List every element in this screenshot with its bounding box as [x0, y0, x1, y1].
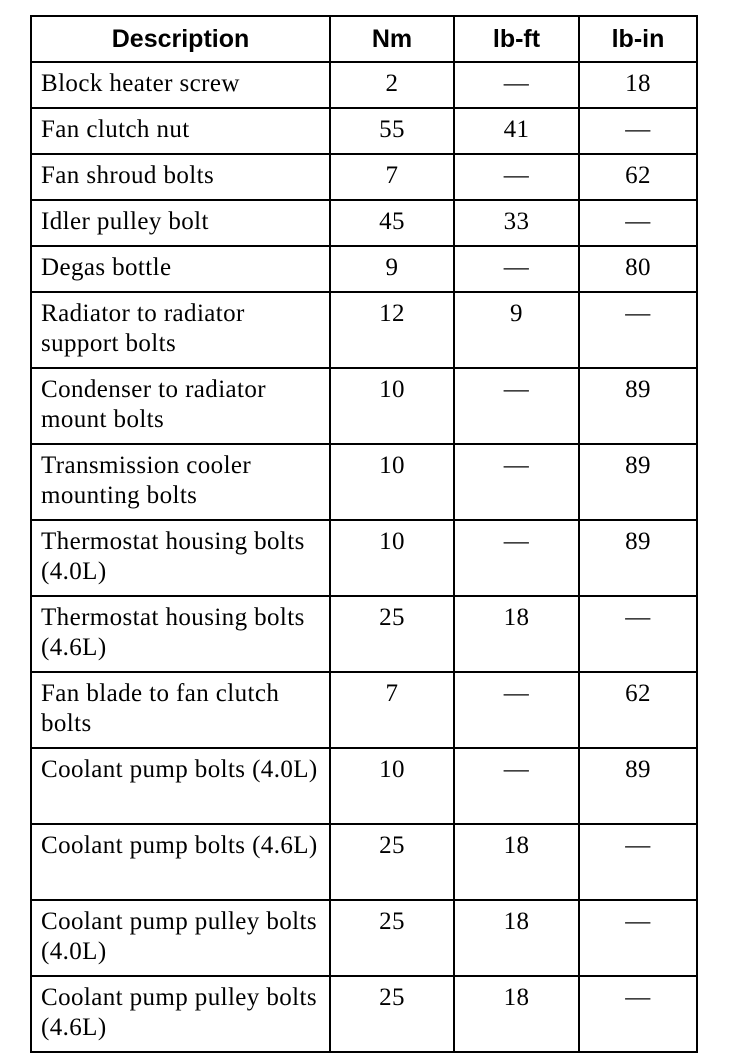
cell-lb-in: —	[579, 200, 697, 246]
cell-nm: 7	[330, 154, 454, 200]
table-row	[31, 154, 697, 200]
cell-nm: 10	[330, 748, 454, 824]
cell-nm: 7	[330, 672, 454, 748]
cell-nm: 25	[330, 976, 454, 1052]
torque-spec-table	[30, 15, 698, 1053]
cell-lb-in: 89	[579, 444, 697, 520]
cell-nm: 10	[330, 368, 454, 444]
cell-lb-in: 80	[579, 246, 697, 292]
cell-lb-ft: 41	[454, 108, 579, 154]
cell-description: Fan shroud bolts	[31, 154, 330, 200]
table-row	[31, 108, 697, 154]
cell-nm: 10	[330, 520, 454, 596]
cell-lb-in: 89	[579, 520, 697, 596]
table-row	[31, 824, 697, 900]
cell-lb-in: —	[579, 976, 697, 1052]
header-lb-in: lb-in	[579, 16, 697, 62]
cell-description: Coolant pump bolts (4.0L)	[31, 748, 330, 824]
table-row	[31, 62, 697, 108]
cell-lb-ft: —	[454, 62, 579, 108]
cell-lb-ft: —	[454, 368, 579, 444]
table-row	[31, 900, 697, 976]
table-row	[31, 748, 697, 824]
cell-description: Coolant pump pulley bolts (4.0L)	[31, 900, 330, 976]
cell-lb-in: 62	[579, 154, 697, 200]
cell-lb-ft: —	[454, 444, 579, 520]
cell-lb-in: 62	[579, 672, 697, 748]
cell-description: Thermostat housing bolts (4.6L)	[31, 596, 330, 672]
table-row	[31, 246, 697, 292]
cell-lb-ft: 33	[454, 200, 579, 246]
cell-lb-in: 89	[579, 748, 697, 824]
cell-nm: 25	[330, 900, 454, 976]
cell-lb-ft: 18	[454, 976, 579, 1052]
cell-description: Idler pulley bolt	[31, 200, 330, 246]
cell-lb-ft: —	[454, 748, 579, 824]
table-row	[31, 596, 697, 672]
cell-lb-in: —	[579, 292, 697, 368]
cell-lb-ft: 18	[454, 824, 579, 900]
cell-description: Degas bottle	[31, 246, 330, 292]
cell-lb-in: —	[579, 824, 697, 900]
header-nm: Nm	[330, 16, 454, 62]
cell-lb-in: —	[579, 596, 697, 672]
table-row	[31, 672, 697, 748]
cell-description: Thermostat housing bolts (4.0L)	[31, 520, 330, 596]
cell-lb-ft: —	[454, 154, 579, 200]
cell-lb-in: —	[579, 108, 697, 154]
cell-nm: 9	[330, 246, 454, 292]
cell-nm: 25	[330, 596, 454, 672]
cell-nm: 55	[330, 108, 454, 154]
cell-lb-in: 89	[579, 368, 697, 444]
header-description: Description	[31, 16, 330, 62]
cell-lb-ft: —	[454, 246, 579, 292]
table-row	[31, 444, 697, 520]
table-header-row	[31, 16, 697, 62]
cell-description: Fan blade to fan clutch bolts	[31, 672, 330, 748]
cell-nm: 12	[330, 292, 454, 368]
cell-description: Block heater screw	[31, 62, 330, 108]
cell-nm: 25	[330, 824, 454, 900]
table-row	[31, 520, 697, 596]
cell-lb-ft: 9	[454, 292, 579, 368]
header-lb-ft: lb-ft	[454, 16, 579, 62]
cell-description: Fan clutch nut	[31, 108, 330, 154]
table-row	[31, 368, 697, 444]
table-row	[31, 976, 697, 1052]
cell-nm: 2	[330, 62, 454, 108]
cell-description: Condenser to radiator mount bolts	[31, 368, 330, 444]
cell-lb-ft: —	[454, 672, 579, 748]
cell-lb-ft: 18	[454, 596, 579, 672]
table-row	[31, 200, 697, 246]
cell-nm: 10	[330, 444, 454, 520]
cell-description: Coolant pump bolts (4.6L)	[31, 824, 330, 900]
cell-description: Radiator to radiator support bolts	[31, 292, 330, 368]
cell-lb-ft: 18	[454, 900, 579, 976]
table-row	[31, 292, 697, 368]
cell-lb-in: 18	[579, 62, 697, 108]
cell-nm: 45	[330, 200, 454, 246]
cell-lb-ft: —	[454, 520, 579, 596]
cell-description: Coolant pump pulley bolts (4.6L)	[31, 976, 330, 1052]
cell-lb-in: —	[579, 900, 697, 976]
cell-description: Transmission cooler mounting bolts	[31, 444, 330, 520]
